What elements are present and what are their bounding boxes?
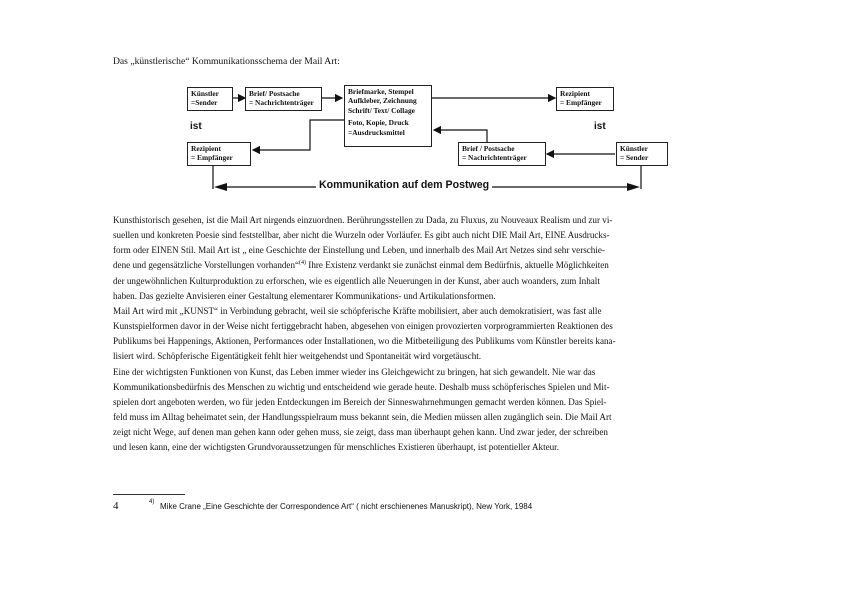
text-line: Mail Art wird mit „KUNST“ in Verbindung gebracht, weil sie schöpferische Kräfte mobilisiert, aber auch demokratisiert, was fast alle [113,305,602,316]
box-briefmarke [344,85,432,147]
text-line: spielen dort angeboten werden, wo für jeden Entdeckungen im Bereich der Sinneswahrnehmungen gemacht werden können. Das Spiel- [113,396,607,407]
box-label: Künstler [191,89,219,98]
footnote-ref: (4) [299,260,307,267]
text-line: Kommunikationsbedürfnis des Menschen zu wichtig und entscheidend wie gerade heute. Deshalb muss schöpferisches Spielen und Mit- [113,381,610,392]
box-rezipient-top [556,87,614,111]
box-label: Brief/ Postsache [249,89,300,98]
box-brief-top [245,87,322,111]
box-sublabel: =Sender [191,98,218,108]
page-number: 4 [113,500,119,512]
box-line: Briefmarke, Stempel [348,87,414,96]
text-line: zeigt nicht Wege, auf denen man gehen kann oder gehen muss, sie zeigt, dass man überhaupt gehen kann. Und zwar jeder, der schreiben [113,427,608,438]
text-line: suellen und konkreten Poesie sind feststellbar, aber nicht die Wurzeln oder Vorläufer. Es gibt auch nicht DIE Mail Art, EINE Ausdrucks- [113,230,610,241]
ist-right: ist [594,121,606,132]
box-line: Schrift/ Text/ Collage [348,105,415,115]
text-line: Kunstspielformen davor in der Weise nicht fertiggebracht haben, abgesehen von einigen provozierten vorprogrammierten Reaktionen des [113,321,613,332]
footnote-marker: 4) [149,499,155,505]
text-line: und lesen kann, eine der wichtigsten Grundvoraussetzungen für menschliches Existieren überhaupt, ist potentieller Akteur. [113,442,559,453]
footnote-text: Mike Crane „Eine Geschichte der Correspondence Art“ ( nicht erschienenes Manuskript), New York, 1984 [160,502,533,511]
box-rezipient-bottom [187,142,251,166]
text-line: der ungewöhnlichen Kulturproduktion zu erforschen, wie es eigentlich alle Neuerungen in der Kunst, aber auch woanders, zum Inhalt [113,275,600,286]
arrowhead-left-icon [214,183,227,191]
box-line: Foto, Kopie, Druck [348,118,409,128]
box-sublabel: = Nachrichtenträger [249,98,314,108]
box-kuenstler-bottom [616,142,668,166]
box-brief-bottom [458,142,546,166]
box-label: Brief / Postsache [462,144,515,153]
text-line: lisiert wird. Schöpferische Eigentätigkeit fehlt hier weitgehendst und Spontaneität wird vorgetäuscht. [113,351,482,362]
page-title: Das „künstlerische“ Kommunikationsschema der Mail Art: [113,56,340,67]
box-line: Aufkleber, Zeichnung [348,96,417,106]
text-line: Kunsthistorisch gesehen, ist die Mail Art nirgends einzuordnen. Berührungsstellen zu Dada, zu Fluxus, zu Nouveaux Realism und zur vi- [113,215,613,225]
box-sublabel: = Nachrichtenträger [462,153,527,163]
text-line: haben. Das gezielte Anvisieren einer Gestaltung elementarer Kommunikations- und Artikulationsformen. [113,290,496,301]
ist-left: ist [190,121,202,132]
text-line: feld muss im Alltag beheimatet sein, der Handlungsspielraum muss bekannt sein, die Medien müssen allen zugänglich sein. Die Mail Art [113,412,612,423]
box-sublabel: = Empfänger [191,153,233,163]
box-line: =Ausdrucksmittel [348,127,405,137]
text-line: form oder EINEN Stil. Mail Art ist „ eine Geschichte der Einstellung und Leben, und innerhalb des Mail Art Netzes sind sehr verschie- [113,245,605,256]
text-line-with-footnote [113,258,753,273]
text-segment: Ihre Existenz verdankt sie zunächst einmal dem Bedürfnis, aktuelle Möglichkeiten [306,260,609,271]
arrow-brief-to-briefmarke-bottom [434,130,487,142]
arrowhead-right-icon [627,183,640,191]
box-sublabel: = Sender [620,153,649,163]
footnote-divider [113,494,185,495]
box-label: Rezipient [191,144,221,153]
box-label: Rezipient [560,89,590,98]
text-line: Eine der wichtigsten Funktionen von Kunst, das Leben immer wieder ins Gleichgewicht zu bringen, hat sich gewandelt. Nie war das [113,366,596,377]
text-line: Publikums bei Happenings, Aktionen, Performances oder Installationen, wo die Mitbeteiligung des Publikums vom Künstler bereits kana- [113,336,616,347]
box-label: Künstler [620,144,648,153]
arrow-briefmarke-to-rezipient-bottom [253,120,345,150]
kommunikation-label: Kommunikation auf dem Postweg [316,179,492,191]
box-kuenstler-top [187,87,233,111]
body-text [113,213,753,456]
box-sublabel: = Empfänger [560,98,602,108]
text-segment: dene und gegensätzliche Vorstellungen vorhanden“ [113,260,300,271]
